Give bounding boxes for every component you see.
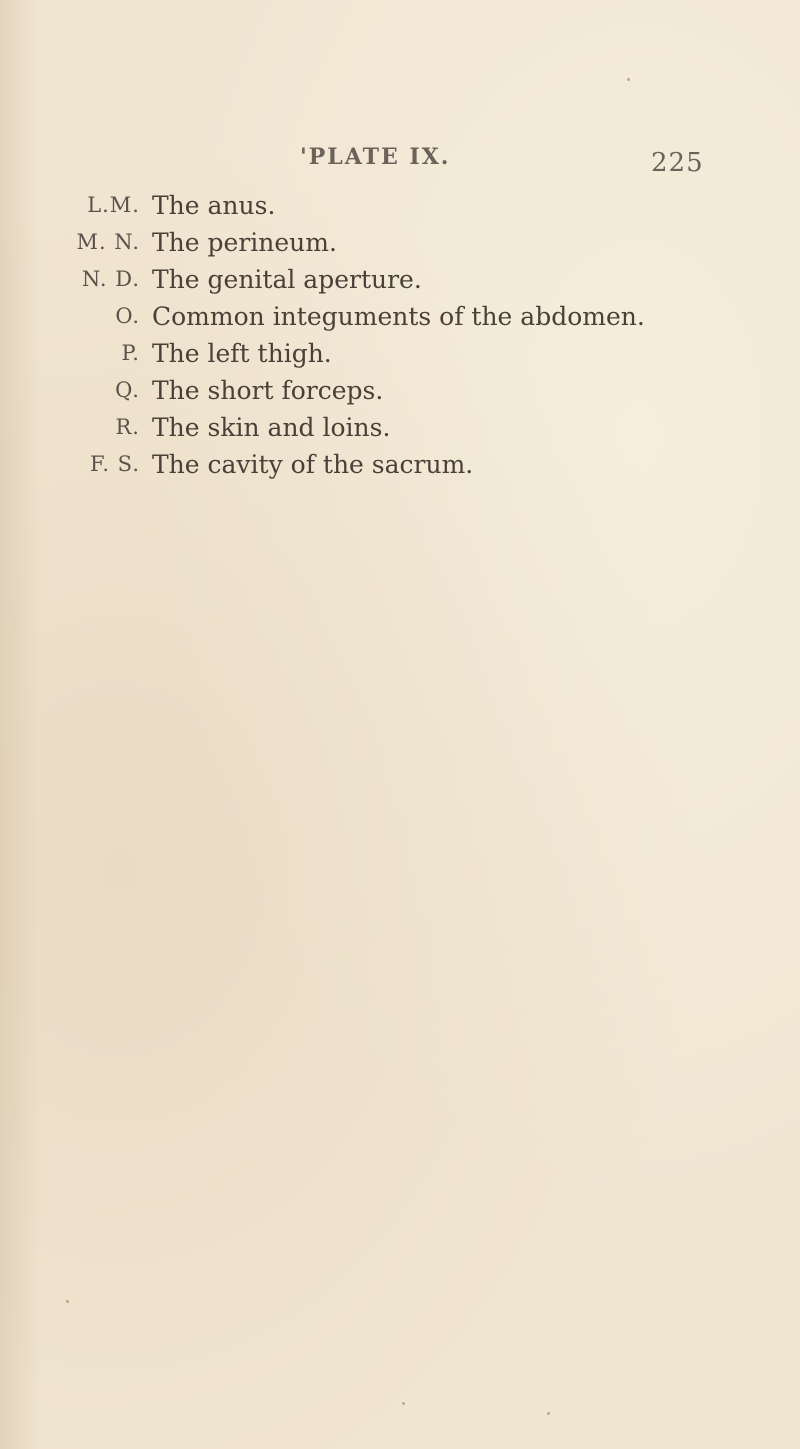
- paper-speck: [402, 1402, 405, 1405]
- legend-item: [0, 302, 800, 339]
- legend-text: Common integuments of the abdomen.: [152, 302, 645, 331]
- legend-key: O.: [115, 304, 140, 328]
- legend-text: The genital aperture.: [152, 265, 422, 294]
- legend-text: The cavity of the sacrum.: [152, 450, 474, 479]
- legend-key: L.M.: [87, 193, 140, 217]
- plate-legend: [0, 191, 800, 487]
- legend-key: R.: [115, 415, 140, 439]
- legend-text: The anus.: [152, 191, 276, 220]
- paper-speck: [627, 78, 630, 81]
- legend-item: [0, 450, 800, 487]
- legend-item: [0, 228, 800, 265]
- legend-key: M. N.: [76, 230, 140, 254]
- legend-text: The left thigh.: [152, 339, 332, 368]
- legend-item: [0, 265, 800, 302]
- paper-speck: [66, 1300, 69, 1303]
- legend-text: The perineum.: [152, 228, 337, 257]
- legend-key: Q.: [115, 378, 140, 402]
- legend-text: The short forceps.: [152, 376, 384, 405]
- legend-key: P.: [121, 341, 140, 365]
- legend-item: [0, 191, 800, 228]
- paper-speck: [547, 1412, 550, 1415]
- legend-item: [0, 339, 800, 376]
- running-head: 'PLATE IX.: [300, 144, 451, 170]
- legend-item: [0, 413, 800, 450]
- page-number: 225: [651, 148, 704, 178]
- legend-key: F. S.: [90, 452, 140, 476]
- legend-item: [0, 376, 800, 413]
- legend-key: N. D.: [81, 267, 140, 291]
- legend-text: The skin and loins.: [152, 413, 391, 442]
